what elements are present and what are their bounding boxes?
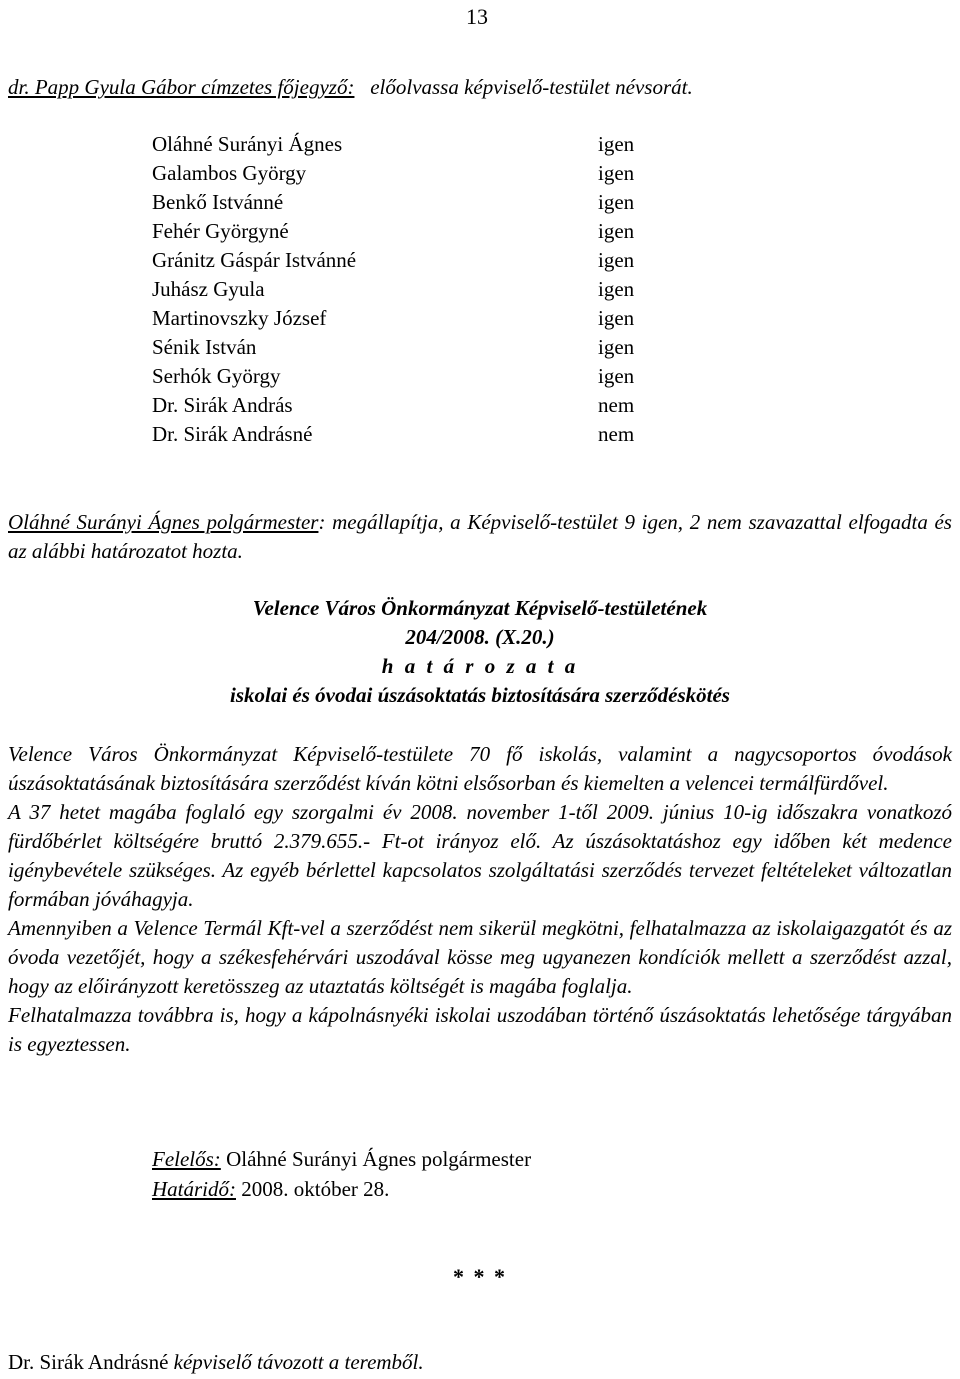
paragraph: Felhatalmazza továbbra is, hogy a kápolnásnyéki iskolai uszodában történő úszásoktatás lehetősége tárgyában is egyeztessen.	[8, 1003, 952, 1056]
voter-name: Dr. Sirák András	[152, 393, 293, 417]
vote-row	[152, 333, 672, 362]
intro-speaker: dr. Papp Gyula Gábor címzetes főjegyző:	[8, 75, 355, 99]
responsible-line	[152, 1145, 531, 1175]
responsible-label: Felelős:	[152, 1147, 221, 1171]
vote-list	[152, 130, 672, 449]
intro-text: előolvassa képviselő-testület névsorát.	[370, 75, 693, 99]
voter-name: Gránitz Gáspár Istvánné	[152, 248, 357, 272]
vote-value: nem	[598, 393, 635, 417]
result-text: : megállapítja, a Képviselő-testület 9 igen, 2 nem szavazattal elfogadta és az alábbi határozatot hozta.	[8, 510, 952, 563]
vote-row	[152, 246, 672, 275]
vote-value: igen	[598, 335, 635, 359]
page-number: 13	[466, 4, 488, 29]
voter-name: Dr. Sirák Andrásné	[152, 422, 313, 446]
paragraph: Velence Város Önkormányzat Képviselő-testülete 70 fő iskolás, valamint a nagycsoportos óvodások úszásoktatásának biztosítására szerződést kíván kötni elsősorban és kiemelten a velencei termálfürdővel.	[8, 742, 952, 795]
vote-value: nem	[598, 422, 635, 446]
vote-value: igen	[598, 248, 635, 272]
voter-name: Juhász Gyula	[152, 277, 265, 301]
voter-name: Galambos György	[152, 161, 307, 185]
resolution-text	[8, 740, 952, 1059]
deadline-value: 2008. október 28.	[241, 1177, 390, 1201]
resolution-header	[8, 594, 952, 710]
vote-value: igen	[598, 132, 635, 156]
deadline-line	[152, 1175, 531, 1205]
vote-row	[152, 391, 672, 420]
paragraph: Amennyiben a Velence Termál Kft-vel a szerződést nem sikerül megkötni, felhatalmazza az iskolaigazgatót és az óvoda vezetőjét, hogy a székesfehérvári uszodával kösse meg ugyanezen kondíciók mellett a szerződést azzal, hogy az előirányzott keretösszeg az utaztatás költségét is magába foglalja.	[8, 916, 952, 998]
closing-text: képviselő távozott a teremből.	[173, 1350, 424, 1374]
vote-row	[152, 130, 672, 159]
responsible-value: Oláhné Surányi Ágnes polgármester	[226, 1147, 532, 1171]
vote-value: igen	[598, 364, 635, 388]
voter-name: Benkő Istvánné	[152, 190, 284, 214]
resolution-label: h a t á r o z a t a	[381, 654, 579, 678]
responsibility-block	[152, 1145, 531, 1205]
section-separator: * * *	[453, 1264, 507, 1289]
closing-name: Dr. Sirák Andrásné	[8, 1350, 169, 1374]
voter-name: Martinovszky József	[152, 306, 327, 330]
deadline-label: Határidő:	[152, 1177, 236, 1201]
voter-name: Sénik István	[152, 335, 257, 359]
vote-row	[152, 217, 672, 246]
vote-row	[152, 188, 672, 217]
resolution-body-name: Velence Város Önkormányzat Képviselő-testületének	[252, 596, 708, 620]
vote-result	[8, 508, 952, 566]
vote-row	[152, 420, 672, 449]
vote-value: igen	[598, 161, 635, 185]
vote-row	[152, 275, 672, 304]
voter-name: Fehér Györgyné	[152, 219, 289, 243]
intro-line	[8, 73, 693, 102]
vote-row	[152, 362, 672, 391]
vote-row	[152, 159, 672, 188]
result-speaker: Oláhné Surányi Ágnes polgármester	[8, 510, 319, 534]
voter-name: Oláhné Surányi Ágnes	[152, 132, 343, 156]
closing-line	[8, 1348, 424, 1377]
voter-name: Serhók György	[152, 364, 281, 388]
paragraph: A 37 hetet magába foglaló egy szorgalmi év 2008. november 1-től 2009. június 10-ig időszakra vonatkozó fürdőbérlet költségére bruttó 2.379.655.- Ft-ot irányoz elő. Az úszásoktatáshoz egy időben két medence igénybevétele szükséges. Az egyéb bérlettel kapcsolatos szolgáltatási szerződés tervezet feltételeket változatlan formában jóváhagyja.	[8, 800, 952, 911]
vote-value: igen	[598, 306, 635, 330]
resolution-subject: iskolai és óvodai úszásoktatás biztosítására szerződéskötés	[230, 683, 730, 707]
vote-row	[152, 304, 672, 333]
vote-value: igen	[598, 219, 635, 243]
vote-value: igen	[598, 190, 635, 214]
resolution-number: 204/2008. (X.20.)	[405, 625, 555, 649]
vote-value: igen	[598, 277, 635, 301]
